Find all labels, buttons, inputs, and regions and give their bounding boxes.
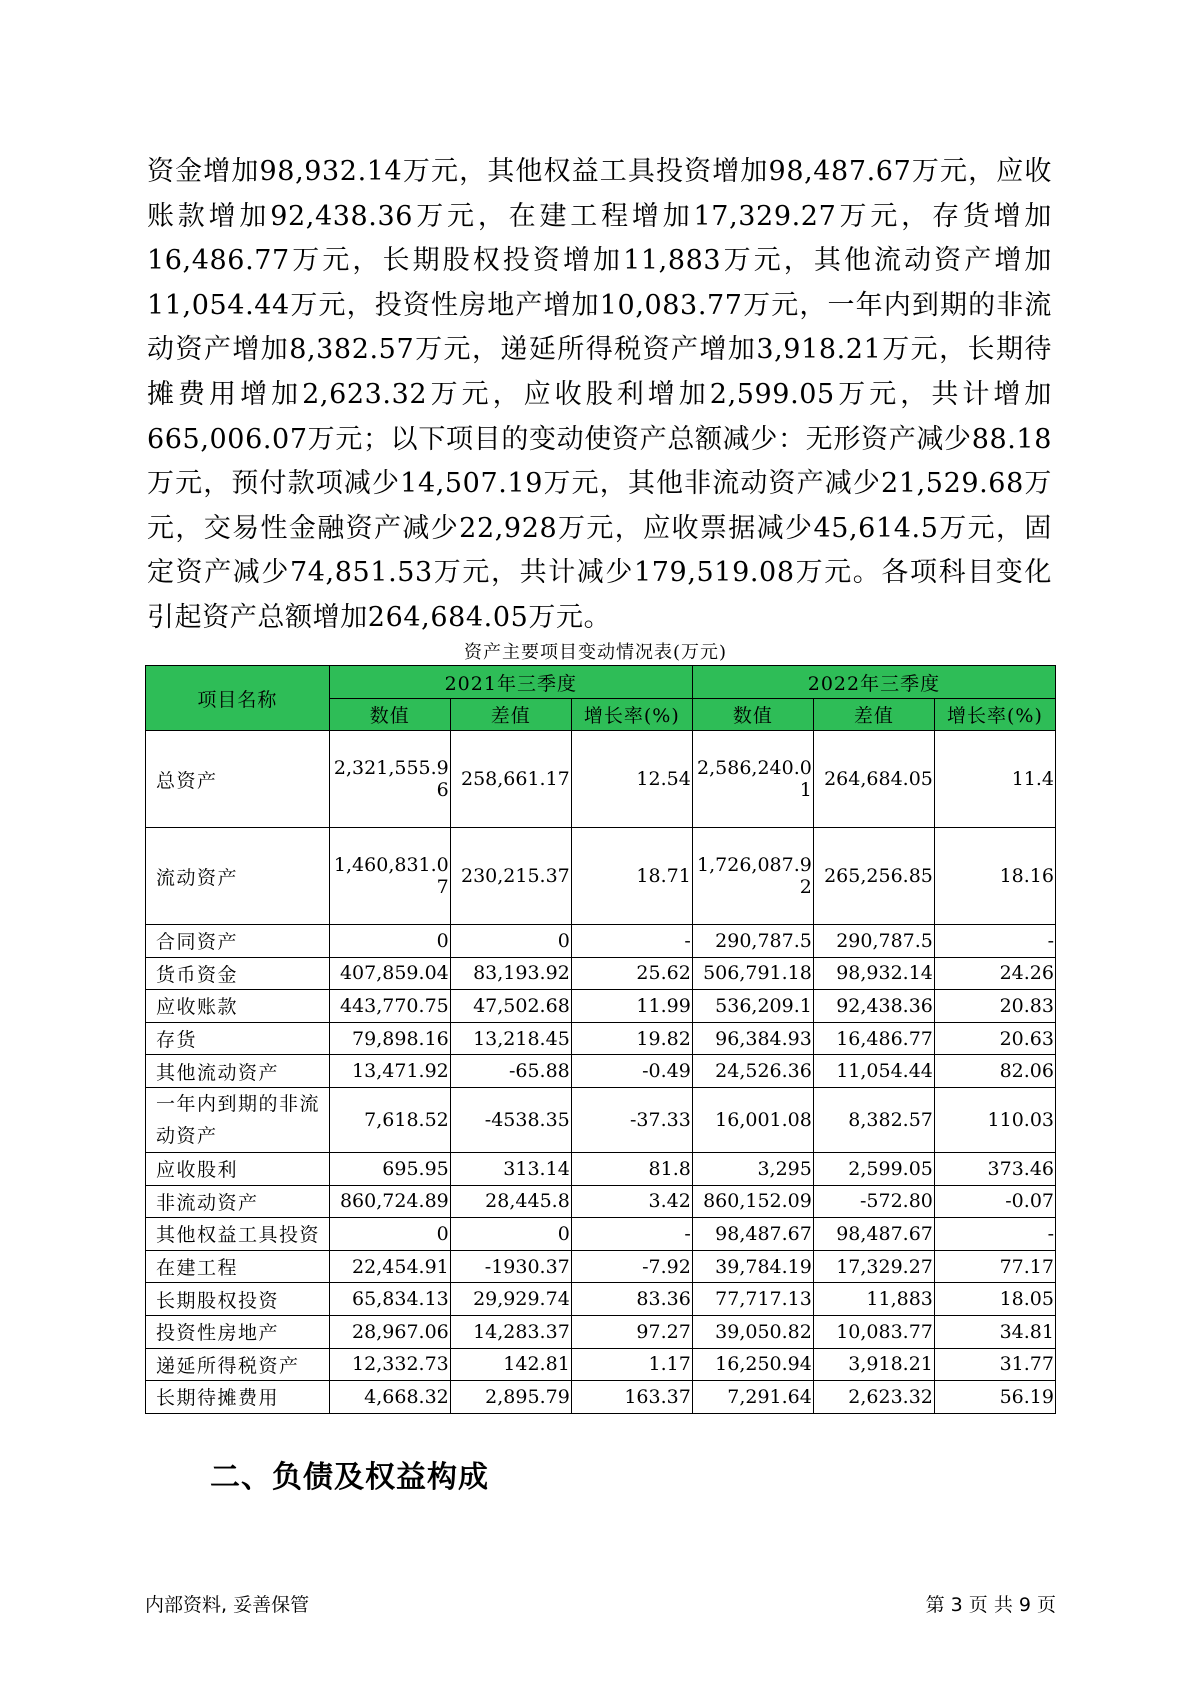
diff-2022-cell: -572.80 (813, 1185, 934, 1218)
diff-2021-cell: 83,193.92 (450, 957, 571, 990)
growth-header-2022: 增长率(%) (934, 699, 1055, 731)
item-name-cell: 存货 (146, 1022, 330, 1055)
value-2022-cell: 3,295 (692, 1152, 813, 1185)
diff-header-2022: 差值 (813, 699, 934, 731)
diff-2022-cell: 11,054.44 (813, 1055, 934, 1088)
growth-2022-cell: 82.06 (934, 1055, 1055, 1088)
growth-2022-cell: 18.05 (934, 1283, 1055, 1316)
growth-2022-cell: 56.19 (934, 1381, 1055, 1414)
diff-2021-cell: -4538.35 (450, 1087, 571, 1152)
value-2022-cell: 39,050.82 (692, 1315, 813, 1348)
diff-header-2021: 差值 (450, 699, 571, 731)
table-row (146, 1152, 1056, 1185)
diff-2022-cell: 92,438.36 (813, 990, 934, 1023)
growth-2021-cell: -37.33 (571, 1087, 692, 1152)
growth-2021-cell: -0.49 (571, 1055, 692, 1088)
growth-2021-cell: 18.71 (571, 828, 692, 925)
item-name-cell: 在建工程 (146, 1250, 330, 1283)
value-2021-cell: 860,724.89 (329, 1185, 450, 1218)
item-name-cell: 货币资金 (146, 957, 330, 990)
diff-2021-cell: 0 (450, 925, 571, 958)
diff-2021-cell: 14,283.37 (450, 1315, 571, 1348)
table-row (146, 731, 1056, 828)
growth-2022-cell: 20.83 (934, 990, 1055, 1023)
value-2021-cell: 79,898.16 (329, 1022, 450, 1055)
diff-2021-cell: 28,445.8 (450, 1185, 571, 1218)
value-2021-cell: 13,471.92 (329, 1055, 450, 1088)
table-row (146, 1250, 1056, 1283)
growth-2022-cell: 31.77 (934, 1348, 1055, 1381)
diff-2022-cell: 290,787.5 (813, 925, 934, 958)
growth-2021-cell: 97.27 (571, 1315, 692, 1348)
period-2021-header: 2021年三季度 (329, 666, 692, 699)
item-name-cell: 其他权益工具投资 (146, 1218, 330, 1251)
growth-2022-cell: 77.17 (934, 1250, 1055, 1283)
item-name-cell: 总资产 (146, 731, 330, 828)
diff-2021-cell: 29,929.74 (450, 1283, 571, 1316)
diff-2022-cell: 98,932.14 (813, 957, 934, 990)
value-header-2022: 数值 (692, 699, 813, 731)
item-name-cell: 流动资产 (146, 828, 330, 925)
table-row (146, 1087, 1056, 1152)
value-2022-cell: 536,209.1 (692, 990, 813, 1023)
growth-2022-cell: 34.81 (934, 1315, 1055, 1348)
growth-header-2021: 增长率(%) (571, 699, 692, 731)
value-2022-cell: 16,250.94 (692, 1348, 813, 1381)
item-name-cell: 长期股权投资 (146, 1283, 330, 1316)
value-2022-cell: 96,384.93 (692, 1022, 813, 1055)
diff-2022-cell: 17,329.27 (813, 1250, 934, 1283)
item-name-header: 项目名称 (146, 666, 330, 731)
diff-2021-cell: 313.14 (450, 1152, 571, 1185)
value-2021-cell: 443,770.75 (329, 990, 450, 1023)
growth-2022-cell: - (934, 925, 1055, 958)
growth-2022-cell: 11.4 (934, 731, 1055, 828)
value-2022-cell: 39,784.19 (692, 1250, 813, 1283)
growth-2021-cell: 81.8 (571, 1152, 692, 1185)
diff-2022-cell: 11,883 (813, 1283, 934, 1316)
value-2022-cell: 860,152.09 (692, 1185, 813, 1218)
table-row (146, 957, 1056, 990)
item-name-cell: 合同资产 (146, 925, 330, 958)
diff-2022-cell: 3,918.21 (813, 1348, 934, 1381)
diff-2021-cell: -1930.37 (450, 1250, 571, 1283)
growth-2021-cell: 19.82 (571, 1022, 692, 1055)
section-heading: 二、负债及权益构成 (210, 1460, 489, 1495)
table-row (146, 1218, 1056, 1251)
value-2022-cell: 2,586,240.01 (692, 731, 813, 828)
diff-2021-cell: 142.81 (450, 1348, 571, 1381)
value-2022-cell: 24,526.36 (692, 1055, 813, 1088)
value-2021-cell: 4,668.32 (329, 1381, 450, 1414)
growth-2022-cell: 20.63 (934, 1022, 1055, 1055)
table-row (146, 1381, 1056, 1414)
value-2021-cell: 1,460,831.07 (329, 828, 450, 925)
table-row (146, 925, 1056, 958)
footer-page-number: 第 3 页 共 9 页 (925, 1594, 1056, 1616)
item-name-cell: 应收账款 (146, 990, 330, 1023)
diff-2021-cell: -65.88 (450, 1055, 571, 1088)
value-2022-cell: 7,291.64 (692, 1381, 813, 1414)
growth-2022-cell: -0.07 (934, 1185, 1055, 1218)
growth-2021-cell: -7.92 (571, 1250, 692, 1283)
table-row (146, 1185, 1056, 1218)
value-2021-cell: 2,321,555.96 (329, 731, 450, 828)
growth-2021-cell: 3.42 (571, 1185, 692, 1218)
growth-2021-cell: 1.17 (571, 1348, 692, 1381)
item-name-cell: 其他流动资产 (146, 1055, 330, 1088)
growth-2022-cell: - (934, 1218, 1055, 1251)
value-2022-cell: 77,717.13 (692, 1283, 813, 1316)
table-row (146, 828, 1056, 925)
diff-2022-cell: 265,256.85 (813, 828, 934, 925)
value-2021-cell: 695.95 (329, 1152, 450, 1185)
item-name-cell: 非流动资产 (146, 1185, 330, 1218)
item-name-cell: 递延所得税资产 (146, 1348, 330, 1381)
diff-2021-cell: 47,502.68 (450, 990, 571, 1023)
table-row (146, 1348, 1056, 1381)
growth-2021-cell: 25.62 (571, 957, 692, 990)
growth-2021-cell: 83.36 (571, 1283, 692, 1316)
value-2021-cell: 22,454.91 (329, 1250, 450, 1283)
value-2022-cell: 1,726,087.92 (692, 828, 813, 925)
diff-2022-cell: 8,382.57 (813, 1087, 934, 1152)
item-name-cell: 应收股利 (146, 1152, 330, 1185)
table-row (146, 1055, 1056, 1088)
item-name-cell: 投资性房地产 (146, 1315, 330, 1348)
growth-2022-cell: 110.03 (934, 1087, 1055, 1152)
value-header-2021: 数值 (329, 699, 450, 731)
diff-2021-cell: 13,218.45 (450, 1022, 571, 1055)
growth-2021-cell: - (571, 1218, 692, 1251)
growth-2021-cell: - (571, 925, 692, 958)
value-2021-cell: 0 (329, 1218, 450, 1251)
diff-2022-cell: 16,486.77 (813, 1022, 934, 1055)
value-2022-cell: 98,487.67 (692, 1218, 813, 1251)
diff-2021-cell: 258,661.17 (450, 731, 571, 828)
diff-2021-cell: 0 (450, 1218, 571, 1251)
table-row (146, 1283, 1056, 1316)
growth-2021-cell: 11.99 (571, 990, 692, 1023)
body-paragraph: 资金增加98,932.14万元，其他权益工具投资增加98,487.67万元，应收账款增加92,438.36万元，在建工程增加17,329.27万元，存货增加16,486.77万元，长期股权投资增加11,883万元，其他流动资产增加11,054.44万元，投资性房地产增加10,083.77万元，一年内到期的非流动资产增加8,382.57万元，递延所得税资产增加3,918.21万元，长期待摊费用增加2,623.32万元，应收股利增加2,599.05万元，共计增加665,006.07万元；以下项目的变动使资产总额减少：无形资产减少88.18万元，预付款项减少14,507.19万元，其他非流动资产减少21,529.68万元，交易性金融资产减少22,928万元，应收票据减少45,614.5万元，固定资产减少74,851.53万元，共计减少179,519.08万元。各项科目变化引起资产总额增加264,684.05万元。 (147, 156, 1052, 633)
value-2021-cell: 7,618.52 (329, 1087, 450, 1152)
value-2022-cell: 290,787.5 (692, 925, 813, 958)
value-2021-cell: 0 (329, 925, 450, 958)
item-name-cell: 长期待摊费用 (146, 1381, 330, 1414)
table-row (146, 1315, 1056, 1348)
diff-2022-cell: 264,684.05 (813, 731, 934, 828)
diff-2022-cell: 98,487.67 (813, 1218, 934, 1251)
growth-2022-cell: 373.46 (934, 1152, 1055, 1185)
footer-confidential: 内部资料, 妥善保管 (145, 1594, 310, 1616)
growth-2021-cell: 163.37 (571, 1381, 692, 1414)
growth-2022-cell: 24.26 (934, 957, 1055, 990)
diff-2022-cell: 10,083.77 (813, 1315, 934, 1348)
table-row (146, 1022, 1056, 1055)
diff-2022-cell: 2,599.05 (813, 1152, 934, 1185)
value-2021-cell: 28,967.06 (329, 1315, 450, 1348)
growth-2022-cell: 18.16 (934, 828, 1055, 925)
value-2022-cell: 16,001.08 (692, 1087, 813, 1152)
period-2022-header: 2022年三季度 (692, 666, 1055, 699)
asset-changes-table (145, 665, 1056, 1414)
table-row (146, 990, 1056, 1023)
diff-2021-cell: 2,895.79 (450, 1381, 571, 1414)
diff-2022-cell: 2,623.32 (813, 1381, 934, 1414)
value-2021-cell: 407,859.04 (329, 957, 450, 990)
growth-2021-cell: 12.54 (571, 731, 692, 828)
item-name-cell: 一年内到期的非流动资产 (146, 1087, 330, 1152)
diff-2021-cell: 230,215.37 (450, 828, 571, 925)
table-caption: 资产主要项目变动情况表(万元) (463, 642, 728, 663)
value-2021-cell: 12,332.73 (329, 1348, 450, 1381)
value-2021-cell: 65,834.13 (329, 1283, 450, 1316)
value-2022-cell: 506,791.18 (692, 957, 813, 990)
